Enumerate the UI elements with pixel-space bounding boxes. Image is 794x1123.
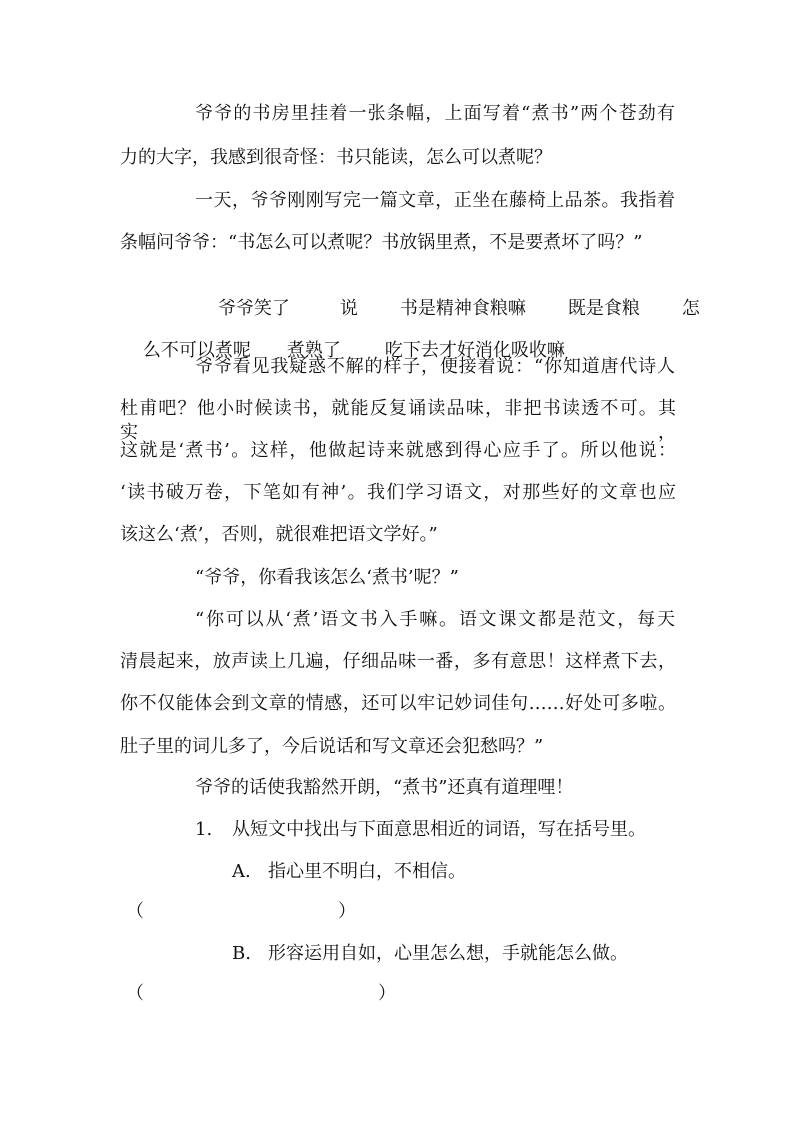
answer-a-blank[interactable] [150,900,338,924]
paragraph-4-line-5: 该这么‘煮’，否则，就很难把语文学好。” [120,524,438,545]
p3-segment: 爷爷笑了 [217,298,290,319]
paragraph-6-line-4: 肚子里的词儿多了，今后说话和写文章还会犯愁吗？” [120,736,544,757]
question-1-item-b-text: 形容运用自如，心里怎么想，手就能怎么做。 [268,943,628,964]
paragraph-4-line-1: 爷爷看见我疑惑不解的样子，便接着说：“你知道唐代诗人 [195,356,675,377]
paragraph-5-line-1: “爷爷，你看我该怎么‘煮书’呢？” [195,567,459,588]
paragraph-7-line-1: 爷爷的话使我豁然开朗，“煮书”还真有道理哩！ [195,777,574,798]
p3-segment: 么不可以煮呢 [142,340,251,361]
paragraph-6-line-3: 你不仅能体会到文章的情感，还可以牢记妙词佳句……好处可多啦。 [120,693,676,714]
paragraph-6-line-2: 清晨起来，放声读上几遍，仔细品味一番，多有意思！这样煮下去， [120,651,676,672]
answer-b-close-paren: ） [378,983,396,1004]
answer-a-open-paren: （ [126,901,144,922]
answer-b-blank[interactable] [150,982,378,1006]
paragraph-1-line-1: 爷爷的书房里挂着一张条幅，上面写着“煮书”两个苍劲有 [195,103,675,124]
question-1-text: 从短文中找出与下面意思相近的词语，写在括号里。 [232,819,646,840]
paragraph-2-line-1: 一天，爷爷刚刚写完一篇文章，正坐在藤椅上品茶。我指着 [195,190,675,211]
paragraph-1-line-2: 力的大字，我感到很奇怪：书只能读，怎么可以煮呢？ [120,147,552,168]
question-1-item-a-text: 指心里不明白，不相信。 [268,861,466,882]
p3-segment: 书是精神食粮嘛 [399,298,526,319]
question-1-item-a-label: A. [232,861,251,882]
answer-a-close-paren: ） [338,901,356,922]
p3-segment: 既是食粮 [567,298,640,319]
paragraph-4-line-2: 杜甫吧？他小时候读书，就能反复诵读品味，非把书读透不可。其实， [120,398,676,443]
p3-segment: 说 [339,298,358,319]
question-1-item-b-label: B. [232,943,251,964]
paragraph-2-line-2: 条幅问爷爷：“书怎么可以煮呢？书放锅里煮，不是要煮坏了吗？” [120,232,643,253]
paragraph-4-line-4: ‘读书破万卷，下笔如有神’。我们学习语文，对那些好的文章也应 [120,482,676,503]
paragraph-4-line-3: 这就是‘煮书’。这样，他做起诗来就感到得心应手了。所以他说： [120,440,676,461]
paragraph-6-line-1: “你可以从‘煮’语文书入手嘛。语文课文都是范文，每天 [195,609,675,630]
p3-segment: 怎 [681,298,700,319]
p3-segment: 吃下去才好消化吸收嘛 [384,340,565,361]
answer-b-open-paren: （ [126,983,144,1004]
p3-segment: 煮熟了 [286,340,341,361]
question-1-number: 1. [195,819,213,840]
